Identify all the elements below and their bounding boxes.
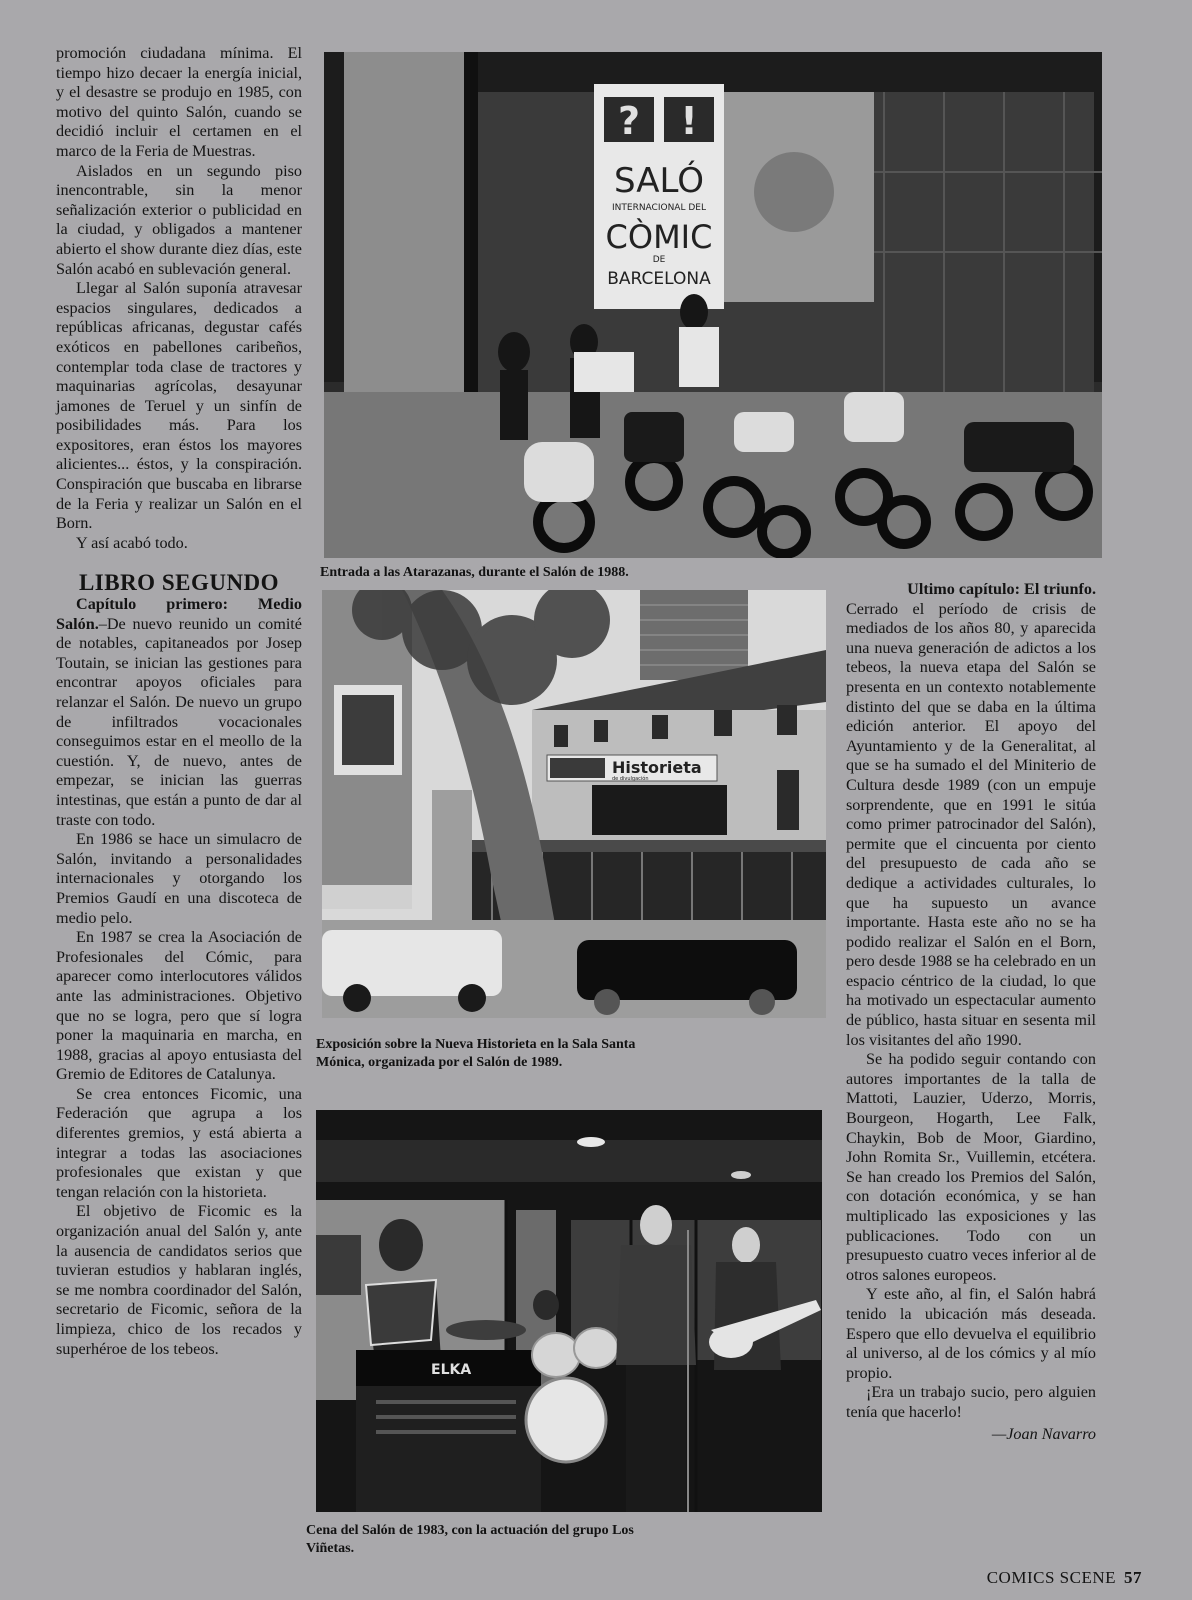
photo-santa-monica bbox=[322, 590, 826, 1018]
author-signature: —Joan Navarro bbox=[991, 1424, 1096, 1443]
magazine-name: COMICS SCENE bbox=[986, 1568, 1116, 1587]
chapter-one-title: Capítulo primero: Medio Salón. bbox=[56, 595, 302, 633]
poster-subtitle: INTERNACIONAL DEL bbox=[612, 203, 706, 213]
caption-photo-2: Exposición sobre la Nueva Historieta en la Sala Santa Mónica, organizada por el Salón de 1989. bbox=[316, 1037, 636, 1070]
section-heading: LIBRO SEGUNDO bbox=[78, 570, 280, 596]
poster-title: SALÓ bbox=[614, 161, 704, 201]
left-paragraph-1: promoción ciudadana mínima. El tiempo hizo decaer la energía inicial, y el desastre se produjo en 1985, con motivo del quinto Salón, cuando se decidió incluir el certamen en el marco de la Feria de Muestras. bbox=[56, 44, 302, 160]
left-paragraph-8: Se crea entonces Ficomic, una Federación que agrupa a los diferentes gremios, y está abierta a integrar a todas las asociaciones profesionales que existan y que tengan relación con la historieta. bbox=[56, 1084, 302, 1201]
chapter-one-text: –De nuevo reunido un comité de notables, capitaneados por Josep Toutain, se inician las gestiones para encontrar apoyos oficiales para relanzar el Salón. De nuevo un grupo de infiltrados vocacionales conseguimos estar en el meollo de la cuestión. Y, de nuevo, antes de empezar, se inician las guerras intestinas, que están a punto de dar al traste con todo. bbox=[56, 614, 302, 829]
left-paragraph-6: En 1986 se hace un simulacro de Salón, invitando a personalidades internacionales y otorgando los Premios Gaudí en una discoteca de medio pelo. bbox=[56, 830, 302, 927]
left-paragraph-3: Llegar al Salón suponía atravesar espacios singulares, dedicados a repúblicas africanas, degustar cafés exóticos en pabellones caribeños, contemplar toda clase de tractores y maquinarias agrícolas, desayunar jamones de Teruel y un sinfín de posibilidades más. Para los expositores, eran éstos los mayores alicientes... éstos, y la conspiración. Conspiración que buscaba en librarse de la Feria y realizar un Salón en el Born. bbox=[56, 279, 302, 533]
svg-text:!: ! bbox=[680, 99, 698, 143]
right-paragraph-1: Cerrado el período de crisis de mediados de los años 80, y aparecida una nueva generación de adictos a los tebeos, la nueva etapa del Salón se presenta en un contexto notablemente distinto del que se daba en la última edición anterior. El apoyo del Ayuntamiento y de la Generalitat, al que se ha sumado el del Miniterio de Cultura desde 1989 (con un empuje sorprendente, que en 1991 le sitúa como primer patrocinador del Salón), permite que el cincuenta por ciento del presupuesto de cada año se dedique a actividades culturales, lo que ha supuesto un avance importante. Hasta este año no se ha podido realizar el Salón en el Born, pero desde 1988 se ha celebrado en un espacio céntrico de la ciudad, lo que ha motivado un espectacular aumento de público, hasta situar en sesenta mil los visitantes del año 1990. bbox=[846, 599, 1096, 1049]
banner-historieta: Historieta bbox=[612, 758, 702, 777]
right-paragraph-3: Y este año, al fin, el Salón habrá tenido la ubicación más deseada. Espero que ello devuelva el equilibrio al universo, al de los cómics y al mío propio. bbox=[846, 1285, 1096, 1382]
keyboard-label: ELKA bbox=[431, 1362, 472, 1378]
page-footer bbox=[987, 1568, 1142, 1588]
left-paragraph-2: Aislados en un segundo piso inencontrable, sin la menor señalización exterior o publicidad en la ciudad, y obligados a mantener abierto el show durante diez días, este Salón acabó en sublevación general. bbox=[56, 161, 302, 278]
right-column bbox=[846, 580, 1096, 1444]
caption-photo-1: Entrada a las Atarazanas, durante el Salón de 1988. bbox=[320, 565, 629, 580]
page-number: 57 bbox=[1124, 1568, 1142, 1587]
svg-text:?: ? bbox=[617, 99, 641, 143]
left-column bbox=[56, 44, 302, 1359]
left-paragraph-7: En 1987 se crea la Asociación de Profesionales del Cómic, para aparecer como interlocutores válidos ante las administraciones. Objetivo que no se logra, pero que sí logra poner la maquinaria en marcha, en 1988, gracias al apoyo entusiasta del Gremio de Editores de Catalunya. bbox=[56, 928, 302, 1084]
poster-comic: CÒMIC bbox=[605, 218, 713, 256]
left-paragraph-5 bbox=[56, 595, 302, 830]
poster-de: DE bbox=[652, 255, 666, 265]
last-chapter-title: Ultimo capítulo: El triunfo. bbox=[907, 580, 1096, 598]
right-paragraph-2: Se ha podido seguir contando con autores importantes de la talla de Mattoti, Lauzier, Uderzo, Morris, Bourgeon, Hogarth, Lee Falk, Chaykin, Bob de Moor, Giardino, John Romita Sr., Vuillemin, etcétera. Se han creado los Premios del Salón, con dotación económica, y se han multiplicado las exposiciones y las publicaciones. Todo con un presupuesto cuatro veces inferior al de otros salones europeos. bbox=[846, 1050, 1096, 1284]
banner-sub: de divulgación bbox=[612, 776, 649, 782]
caption-photo-3: Cena del Salón de 1983, con la actuación del grupo Los Viñetas. bbox=[306, 1523, 634, 1556]
photo-atarazanas-entrance bbox=[324, 52, 1102, 558]
right-paragraph-4: ¡Era un trabajo sucio, pero alguien tenía que hacerlo! bbox=[846, 1383, 1096, 1421]
poster-barcelona: BARCELONA bbox=[607, 269, 711, 289]
left-paragraph-4: Y así acabó todo. bbox=[76, 533, 188, 552]
photo-los-vinetas bbox=[316, 1110, 822, 1512]
left-paragraph-9: El objetivo de Ficomic es la organización anual del Salón y, ante la ausencia de candidatos serios que tuvieran estudios y hablaran inglés, se me nombra coordinador del Salón, secretario de Ficomic, señora de la limpieza, chico de los recados y superhéroe de los tebeos. bbox=[56, 1202, 302, 1358]
